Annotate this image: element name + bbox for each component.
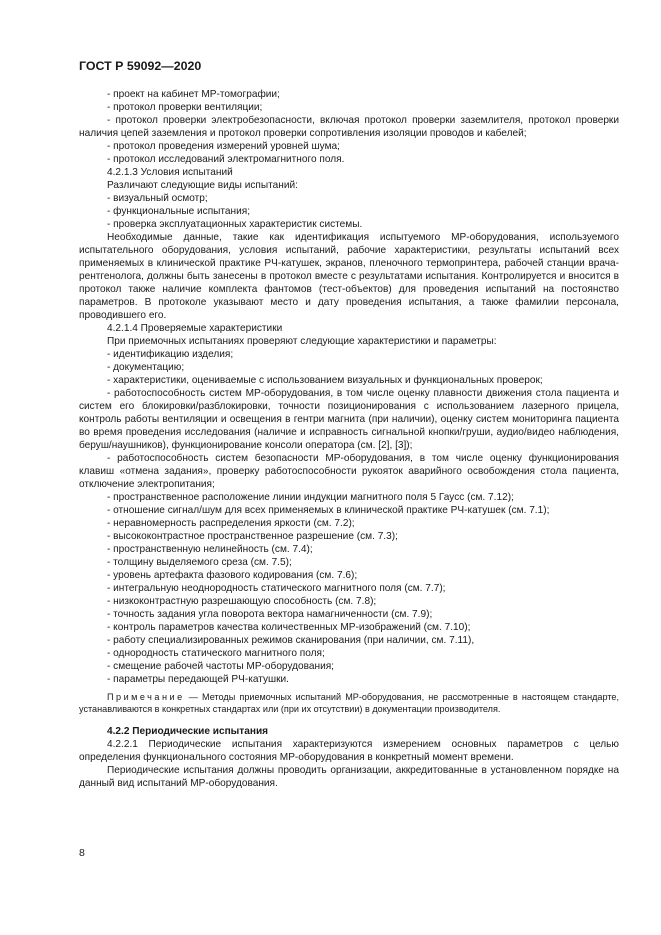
list-item: - низкоконтрастную разрешающую способность (см. 7.8); xyxy=(107,596,377,607)
document-header: ГОСТ Р 59092—2020 xyxy=(79,59,202,73)
section-line: При приемочных испытаниях проверяют следующие характеристики и параметры: xyxy=(107,336,497,347)
list-item: - пространственное расположение линии индукции магнитного поля 5 Гаусс (см. 7.12); xyxy=(107,492,514,503)
list-item: - документацию; xyxy=(107,362,185,373)
list-item: - пространственную нелинейность (см. 7.4); xyxy=(107,544,313,555)
list-item: - характеристики, оцениваемые с использованием визуальных и функциональных проверок; xyxy=(107,375,543,386)
list-item: - отношение сигнал/шум для всех применяемых в клинической практике РЧ-катушек (см. 7.1); xyxy=(107,505,550,516)
note-text: — Методы приемочных испытаний МР-оборудования, не рассмотренные в настоящем стандарте, устанавливаются в конкретных стандартах или (при их отсутствии) в документации производителя. xyxy=(79,692,619,714)
list-item: - однородность статического магнитного поля; xyxy=(107,648,325,659)
list-item: - интегральную неоднородность статического магнитного поля (см. 7.7); xyxy=(107,583,446,594)
list-item: - протокол проверки вентиляции; xyxy=(107,102,263,113)
list-item: - работоспособность систем МР-оборудования, в том числе оценку плавности движения стола пациента и систем его блокировки/разблокировки, точности позиционирования с использованием лазерного прицела, контроль работы вентиляции и освещения в гентри магнита (при наличии), оценку систем мониторинга пациента во время проведения исследования (наличие и исправность сигнальной кнопки/груши, аудио/видео наблюдения, беруш/наушников), функционирование консоли оператора (см. [2], [3]); xyxy=(79,388,619,451)
list-item: - параметры передающей РЧ-катушки. xyxy=(107,674,289,685)
list-item: - контроль параметров качества количественных МР-изображений (см. 7.10); xyxy=(107,622,471,633)
section-line: 4.2.1.3 Условия испытаний xyxy=(107,167,233,178)
list-item: - проверка эксплуатационных характеристик системы. xyxy=(107,219,363,230)
list-item: - уровень артефакта фазового кодирования (см. 7.6); xyxy=(107,570,358,581)
list-item: - проект на кабинет МР-томографии; xyxy=(107,89,280,100)
section-line: 4.2.1.4 Проверяемые характеристики xyxy=(107,323,283,334)
list-item: - протокол проверки электробезопасности, включая протокол проверки заземлителя, протокол проверки наличия цепей заземления и протокол проверки сопротивления изоляции проводов и кабелей; xyxy=(79,115,619,139)
list-item: - функциональные испытания; xyxy=(107,206,251,217)
list-item: - работу специализированных режимов сканирования (при наличии, см. 7.11), xyxy=(107,635,475,646)
paragraph: 4.2.2.1 Периодические испытания характеризуются измерением основных параметров с целью определения функционального состояния МР-оборудования в конкретный момент времени. xyxy=(79,739,619,763)
list-item: - визуальный осмотр; xyxy=(107,193,208,204)
list-item: - протокол проведения измерений уровней шума; xyxy=(107,141,340,152)
list-item: - точность задания угла поворота вектора намагниченности (см. 7.9); xyxy=(107,609,433,620)
paragraph: Периодические испытания должны проводить организации, аккредитованные в установленном порядке на данный вид испытаний МР-оборудования. xyxy=(79,765,619,789)
note-label: Примечание xyxy=(107,692,185,702)
note-paragraph xyxy=(79,691,619,715)
list-item: - протокол исследований электромагнитного поля. xyxy=(107,154,345,165)
list-item: - смещение рабочей частоты МР-оборудования; xyxy=(107,661,334,672)
list-item: - идентификацию изделия; xyxy=(107,349,234,360)
section-line: Различают следующие виды испытаний: xyxy=(107,180,298,191)
list-item: - работоспособность систем безопасности МР-оборудования, в том числе оценку функционирования клавиш «отмена задания», проверку работоспособности рукояток аварийного освобождения стола пациента, отключение электропитания; xyxy=(79,453,619,490)
list-item: - неравномерность распределения яркости (см. 7.2); xyxy=(107,518,355,529)
list-item: - толщину выделяемого среза (см. 7.5); xyxy=(107,557,292,568)
page-number: 8 xyxy=(79,847,85,859)
document-body xyxy=(79,88,619,790)
section-heading: 4.2.2 Периодические испытания xyxy=(107,726,269,737)
list-item: - высококонтрастное пространственное разрешение (см. 7.3); xyxy=(107,531,398,542)
paragraph: Необходимые данные, такие как идентификация испытуемого МР-оборудования, используемого испытательного оборудования, условия испытаний, рабочие характеристики, результаты испытаний всех применяемых в клинической практике РЧ-катушек, экранов, пленочного термопринтера, рабочей станции врача-рентгенолога, должны быть занесены в протокол вместе с результатами испытания. Контролируется и вносится в протокол также наличие комплекта фантомов (тест-объектов) для проведения испытаний на постоянство параметров. В протоколе указывают место и дату проведения испытания, а также фамилии персонала, проводившего его. xyxy=(79,232,619,321)
